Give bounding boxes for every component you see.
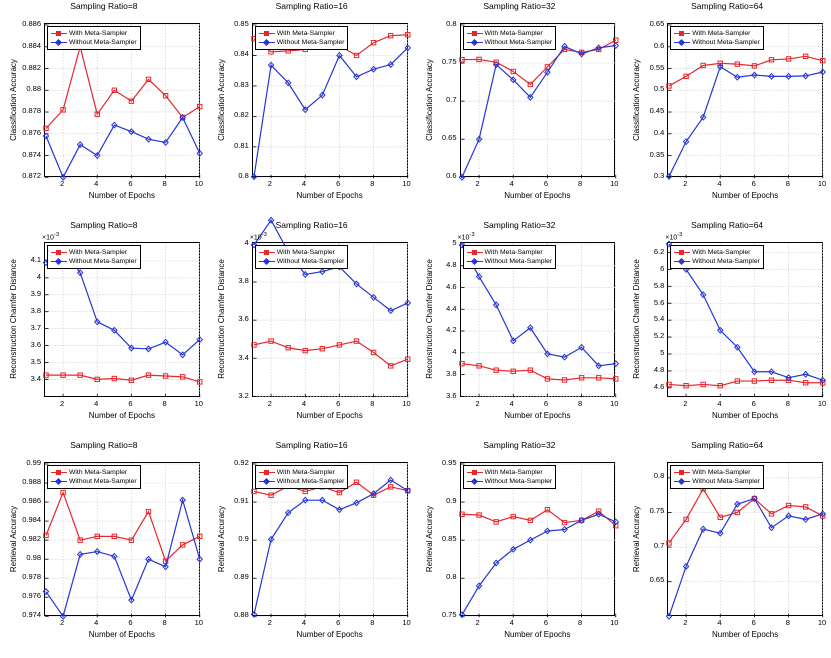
x-tick-label: 6 (751, 398, 756, 408)
series-line (46, 47, 200, 129)
y-tick-label: 3.6 (446, 390, 457, 400)
panel-title: Sampling Ratio=32 (483, 1, 556, 11)
diamond-marker-icon (51, 477, 67, 485)
x-axis-label: Number of Epochs (504, 410, 571, 420)
x-tick-label: 2 (267, 179, 272, 189)
diamond-marker-icon (467, 477, 483, 485)
x-tick-label: 10 (194, 398, 203, 408)
x-tick-label: 8 (577, 617, 583, 627)
axis-exponent-label: $\times 10^{-3}$ (457, 232, 475, 242)
square-marker-icon (674, 249, 690, 257)
x-tick-label: 10 (194, 179, 203, 189)
x-axis-label: Number of Epochs (504, 629, 571, 639)
chart-panel-5 (0, 219, 208, 438)
legend-item-without (467, 477, 553, 486)
y-tick-label: 3.4 (30, 373, 41, 383)
x-tick-label: 10 (402, 398, 411, 408)
x-tick-label: 2 (59, 398, 65, 408)
y-tick-label: 0.878 (22, 106, 41, 116)
x-tick-label: 8 (785, 179, 790, 189)
y-tick-label: 4.4 (446, 303, 457, 313)
y-tick-label: 0.978 (22, 571, 41, 581)
square-marker-icon (467, 249, 483, 257)
panel-title: Sampling Ratio=64 (691, 1, 764, 11)
y-tick-label: 0.6 (653, 40, 665, 50)
legend-item-with (674, 248, 760, 257)
y-axis-label: Reconstruction Chamfer Distance (632, 259, 642, 380)
legend-item-without (51, 38, 137, 47)
x-tick-label: 6 (336, 398, 341, 408)
x-axis-label: Number of Epochs (296, 629, 363, 639)
x-tick-label: 10 (610, 179, 619, 189)
y-tick-label: 0.976 (22, 590, 41, 600)
series-line (462, 514, 616, 615)
y-tick-label: 0.45 (649, 106, 665, 116)
y-tick-label: 4.1 (30, 255, 41, 265)
x-tick-label: 6 (543, 398, 548, 408)
y-tick-label: 3.8 (30, 305, 41, 315)
x-axis-label: Number of Epochs (88, 410, 155, 420)
legend-item-with (467, 248, 553, 257)
x-tick-label: 6 (128, 617, 133, 627)
x-tick-label: 4 (717, 179, 722, 189)
chart-panel-3 (416, 0, 624, 219)
y-tick-label: 0.884 (22, 40, 41, 50)
chart-panel-11 (416, 439, 624, 658)
x-tick-label: 6 (128, 398, 133, 408)
legend-item-with (259, 248, 345, 257)
y-tick-label: 0.89 (234, 571, 249, 581)
y-tick-label: 0.85 (234, 19, 249, 28)
diamond-marker-icon (467, 39, 483, 47)
y-tick-label: 0.9 (238, 533, 249, 543)
series-line (462, 509, 616, 525)
x-axis-label: Number of Epochs (711, 410, 779, 420)
chart-panel-9 (0, 439, 208, 658)
y-tick-label: 4.2 (446, 325, 457, 335)
x-tick-label: 4 (301, 398, 307, 408)
legend-item-without (674, 257, 760, 266)
legend-label-without: Without Meta-Sampler (692, 39, 760, 46)
panel-title: Sampling Ratio=8 (70, 220, 138, 231)
y-tick-label: 0.99 (26, 457, 41, 467)
series-line (462, 46, 616, 178)
x-axis-label: Number of Epochs (296, 191, 363, 201)
y-axis-label: Classification Accuracy (632, 59, 642, 142)
x-tick-label: 6 (751, 179, 756, 189)
y-tick-label: 3.7 (30, 322, 41, 332)
legend-label-with: With Meta-Sampler (276, 249, 335, 257)
y-tick-label: 3.8 (446, 368, 457, 378)
x-tick-label: 10 (817, 179, 827, 189)
y-tick-label: 0.9 (446, 495, 457, 505)
chart-panel-6 (208, 219, 416, 438)
panel-title: Sampling Ratio=32 (483, 220, 556, 231)
y-tick-label: 0.8 (446, 571, 457, 581)
legend-label-without: Without Meta-Sampler (69, 258, 137, 266)
y-tick-label: 0.886 (22, 19, 41, 28)
legend (255, 465, 349, 489)
y-tick-label: 0.982 (22, 533, 41, 543)
diamond-marker-icon (259, 258, 275, 266)
legend-label-without: Without Meta-Sampler (276, 258, 345, 266)
x-tick-label: 4 (509, 617, 514, 627)
y-axis-label: Reconstruction Chamfer Distance (9, 259, 18, 380)
legend (670, 465, 764, 489)
series-line (669, 498, 823, 616)
series-line (254, 48, 408, 177)
y-tick-label: 0.65 (649, 575, 665, 585)
panel-title: Sampling Ratio=8 (70, 439, 138, 450)
legend (255, 26, 349, 50)
legend-label-with: With Meta-Sampler (484, 468, 543, 476)
x-tick-label: 4 (509, 398, 514, 408)
legend-item-without (259, 257, 345, 266)
y-axis-label: Retrieval Accuracy (424, 505, 434, 572)
y-tick-label: 0.882 (22, 62, 41, 72)
series-line (254, 341, 408, 366)
y-tick-label: 0.984 (22, 514, 41, 524)
y-tick-label: 0.95 (441, 457, 457, 467)
legend (463, 245, 557, 269)
panel-title: Sampling Ratio=64 (691, 439, 764, 450)
legend-item-without (259, 38, 345, 47)
legend-item-without (467, 38, 553, 47)
legend-item-with (674, 468, 760, 477)
x-tick-label: 6 (336, 179, 341, 189)
legend (670, 245, 764, 269)
legend-label-with: With Meta-Sampler (484, 249, 543, 257)
y-tick-label: 5.6 (653, 297, 665, 307)
diamond-marker-icon (51, 258, 67, 266)
y-axis-label: Retrieval Accuracy (9, 505, 18, 572)
y-tick-label: 0.65 (649, 19, 665, 28)
y-tick-label: 0.88 (234, 609, 249, 619)
y-tick-label: 4.8 (653, 365, 665, 375)
legend-item-with (51, 248, 137, 257)
legend-label-without: Without Meta-Sampler (276, 477, 345, 485)
y-tick-label: 0.6 (446, 171, 457, 181)
axis-exponent-label: $\times 10^{-3}$ (42, 232, 60, 242)
x-tick-label: 2 (683, 617, 688, 627)
square-marker-icon (51, 30, 67, 38)
y-tick-label: 0.974 (22, 609, 41, 619)
y-tick-label: 0.3 (653, 171, 665, 181)
x-tick-label: 4 (717, 398, 722, 408)
x-tick-label: 10 (402, 179, 411, 189)
y-tick-label: 3.2 (238, 390, 249, 400)
x-tick-label: 2 (267, 617, 272, 627)
x-tick-label: 2 (475, 179, 480, 189)
x-tick-label: 6 (128, 179, 133, 189)
series-line (669, 67, 823, 177)
y-axis-label: Classification Accuracy (424, 59, 434, 142)
legend-item-with (467, 29, 553, 38)
square-marker-icon (259, 249, 275, 257)
series-line (462, 364, 616, 380)
square-marker-icon (467, 468, 483, 476)
legend-item-without (467, 257, 553, 266)
legend-label-with: With Meta-Sampler (69, 30, 128, 37)
x-tick-label: 10 (610, 617, 619, 627)
legend (670, 26, 764, 50)
y-tick-label: 4 (452, 347, 457, 357)
y-tick-label: 0.75 (441, 57, 457, 67)
legend-label-without: Without Meta-Sampler (692, 258, 760, 266)
x-tick-label: 4 (717, 617, 722, 627)
x-axis-label: Number of Epochs (504, 191, 571, 201)
x-tick-label: 2 (683, 179, 688, 189)
y-tick-label: 0.75 (649, 506, 665, 516)
axis-exponent-label: $\times 10^{-3}$ (665, 232, 683, 242)
y-tick-label: 0.7 (653, 540, 665, 550)
y-tick-label: 3.9 (30, 289, 41, 299)
y-tick-label: 0.85 (441, 533, 457, 543)
x-tick-label: 2 (475, 398, 480, 408)
x-tick-label: 6 (543, 617, 548, 627)
x-tick-label: 4 (301, 617, 307, 627)
legend-label-with: With Meta-Sampler (692, 30, 751, 37)
x-axis-label: Number of Epochs (296, 410, 363, 420)
x-axis-label: Number of Epochs (711, 629, 779, 639)
legend-label-without: Without Meta-Sampler (484, 477, 553, 485)
y-tick-label: 0.874 (22, 149, 41, 159)
legend-label-with: With Meta-Sampler (69, 468, 128, 476)
legend (255, 245, 349, 269)
legend-item-with (259, 468, 345, 477)
x-tick-label: 10 (817, 398, 827, 408)
legend-item-with (51, 29, 137, 38)
x-tick-label: 8 (785, 617, 790, 627)
legend-item-with (259, 29, 345, 38)
chart-panel-8 (623, 219, 831, 438)
square-marker-icon (51, 249, 67, 257)
legend-label-with: With Meta-Sampler (484, 30, 543, 37)
legend-label-without: Without Meta-Sampler (484, 258, 553, 266)
x-tick-label: 2 (59, 179, 65, 189)
y-tick-label: 3.8 (238, 276, 249, 286)
legend (47, 465, 141, 489)
x-tick-label: 6 (751, 617, 756, 627)
x-tick-label: 2 (59, 617, 65, 627)
legend-item-without (674, 477, 760, 486)
y-tick-label: 5.2 (653, 331, 665, 341)
series-line (46, 375, 200, 382)
y-tick-label: 0.986 (22, 495, 41, 505)
square-marker-icon (51, 468, 67, 476)
x-tick-label: 8 (577, 398, 583, 408)
x-tick-label: 2 (683, 398, 688, 408)
y-tick-label: 0.872 (22, 171, 41, 181)
diamond-marker-icon (674, 258, 690, 266)
x-tick-label: 8 (785, 398, 790, 408)
legend-item-with (674, 29, 760, 38)
legend (463, 465, 557, 489)
x-tick-label: 10 (194, 617, 203, 627)
y-tick-label: 3.6 (30, 339, 41, 349)
x-tick-label: 4 (509, 179, 514, 189)
y-tick-label: 6.2 (653, 246, 665, 256)
square-marker-icon (674, 468, 690, 476)
panel-title: Sampling Ratio=16 (275, 1, 348, 11)
series-line (669, 489, 823, 543)
legend-label-without: Without Meta-Sampler (69, 477, 137, 485)
legend-item-without (674, 38, 760, 47)
x-tick-label: 4 (94, 398, 99, 408)
y-tick-label: 0.4 (653, 127, 665, 137)
x-tick-label: 8 (577, 179, 583, 189)
diamond-marker-icon (51, 39, 67, 47)
legend (47, 245, 141, 269)
y-tick-label: 0.83 (234, 79, 249, 89)
x-tick-label: 10 (817, 617, 827, 627)
x-tick-label: 6 (336, 617, 341, 627)
y-tick-label: 0.7 (446, 95, 457, 105)
y-tick-label: 0.81 (234, 140, 249, 150)
legend (47, 26, 141, 50)
y-tick-label: 0.98 (26, 552, 41, 562)
panel-title: Sampling Ratio=16 (275, 439, 348, 450)
x-tick-label: 8 (162, 398, 167, 408)
panel-title: Sampling Ratio=64 (691, 220, 764, 231)
chart-panel-2 (208, 0, 416, 219)
y-axis-label: Classification Accuracy (9, 59, 18, 142)
y-tick-label: 0.82 (234, 110, 249, 120)
x-tick-label: 2 (267, 398, 272, 408)
square-marker-icon (674, 30, 690, 38)
diamond-marker-icon (674, 477, 690, 485)
y-tick-label: 5 (660, 348, 665, 358)
x-axis-label: Number of Epochs (88, 629, 155, 639)
y-tick-label: 0.5 (653, 84, 665, 94)
x-tick-label: 6 (543, 179, 548, 189)
legend-item-without (51, 257, 137, 266)
panel-title: Sampling Ratio=32 (483, 439, 556, 450)
y-tick-label: 3.6 (238, 314, 249, 324)
x-tick-label: 8 (162, 179, 167, 189)
y-tick-label: 0.88 (26, 84, 41, 94)
x-tick-label: 8 (162, 617, 167, 627)
x-tick-label: 4 (94, 617, 99, 627)
series-line (46, 500, 200, 616)
x-tick-label: 10 (610, 398, 619, 408)
legend-label-without: Without Meta-Sampler (692, 477, 760, 485)
x-tick-label: 8 (370, 398, 375, 408)
y-tick-label: 4.8 (446, 260, 457, 270)
y-tick-label: 0.75 (441, 609, 457, 619)
y-axis-label: Reconstruction Chamfer Distance (216, 259, 226, 380)
diamond-marker-icon (467, 258, 483, 266)
legend-item-with (467, 468, 553, 477)
y-tick-label: 5.4 (653, 314, 665, 324)
x-tick-label: 4 (94, 179, 99, 189)
square-marker-icon (467, 30, 483, 38)
x-tick-label: 8 (370, 617, 375, 627)
legend (463, 26, 557, 50)
series-line (46, 117, 200, 177)
y-axis-label: Classification Accuracy (216, 59, 226, 142)
series-line (669, 56, 823, 86)
y-tick-label: 0.91 (234, 495, 249, 505)
axis-exponent-label: $\times 10^{-3}$ (249, 232, 267, 242)
diamond-marker-icon (674, 39, 690, 47)
y-tick-label: 4 (36, 272, 41, 282)
chart-panel-1 (0, 0, 208, 219)
y-tick-label: 0.92 (234, 457, 249, 467)
x-axis-label: Number of Epochs (88, 191, 155, 201)
square-marker-icon (259, 468, 275, 476)
x-tick-label: 8 (370, 179, 375, 189)
x-tick-label: 4 (301, 179, 307, 189)
y-tick-label: 3.5 (30, 356, 41, 366)
y-tick-label: 0.8 (446, 19, 457, 28)
legend-label-without: Without Meta-Sampler (69, 39, 137, 46)
chart-panel-12 (623, 439, 831, 658)
diamond-marker-icon (259, 477, 275, 485)
y-tick-label: 0.55 (649, 62, 665, 72)
square-marker-icon (259, 30, 275, 38)
diamond-marker-icon (259, 39, 275, 47)
legend-label-with: With Meta-Sampler (692, 468, 751, 476)
chart-panel-7 (416, 219, 624, 438)
x-axis-label: Number of Epochs (711, 191, 779, 201)
legend-label-with: With Meta-Sampler (692, 249, 751, 257)
legend-label-with: With Meta-Sampler (276, 468, 335, 476)
legend-item-without (51, 477, 137, 486)
y-tick-label: 0.35 (649, 149, 665, 159)
panel-title: Sampling Ratio=8 (70, 1, 138, 11)
y-tick-label: 4.6 (446, 281, 457, 291)
y-tick-label: 4.6 (653, 382, 665, 392)
legend-label-with: With Meta-Sampler (69, 249, 128, 257)
x-tick-label: 2 (475, 617, 480, 627)
y-tick-label: 0.876 (22, 127, 41, 137)
legend-item-without (259, 477, 345, 486)
y-axis-label: Reconstruction Chamfer Distance (424, 259, 434, 380)
y-tick-label: 0.65 (441, 133, 457, 143)
y-tick-label: 4 (244, 238, 249, 248)
y-axis-label: Retrieval Accuracy (216, 505, 226, 572)
legend-label-with: With Meta-Sampler (276, 30, 335, 37)
y-axis-label: Retrieval Accuracy (632, 505, 642, 572)
y-tick-label: 6 (660, 263, 665, 273)
y-tick-label: 5 (452, 238, 457, 248)
y-tick-label: 3.4 (238, 352, 249, 362)
series-line (254, 480, 408, 614)
chart-panel-10 (208, 439, 416, 658)
y-tick-label: 0.8 (238, 171, 249, 181)
legend-item-with (51, 468, 137, 477)
legend-label-without: Without Meta-Sampler (276, 39, 345, 46)
x-tick-label: 10 (402, 617, 411, 627)
legend-label-without: Without Meta-Sampler (484, 39, 553, 46)
series-line (669, 381, 823, 387)
chart-panel-4 (623, 0, 831, 219)
y-tick-label: 0.8 (653, 471, 665, 481)
series-line (46, 492, 200, 561)
y-tick-label: 0.84 (234, 49, 249, 59)
panel-title: Sampling Ratio=16 (275, 220, 348, 231)
y-tick-label: 0.988 (22, 476, 41, 486)
y-tick-label: 5.8 (653, 280, 665, 290)
